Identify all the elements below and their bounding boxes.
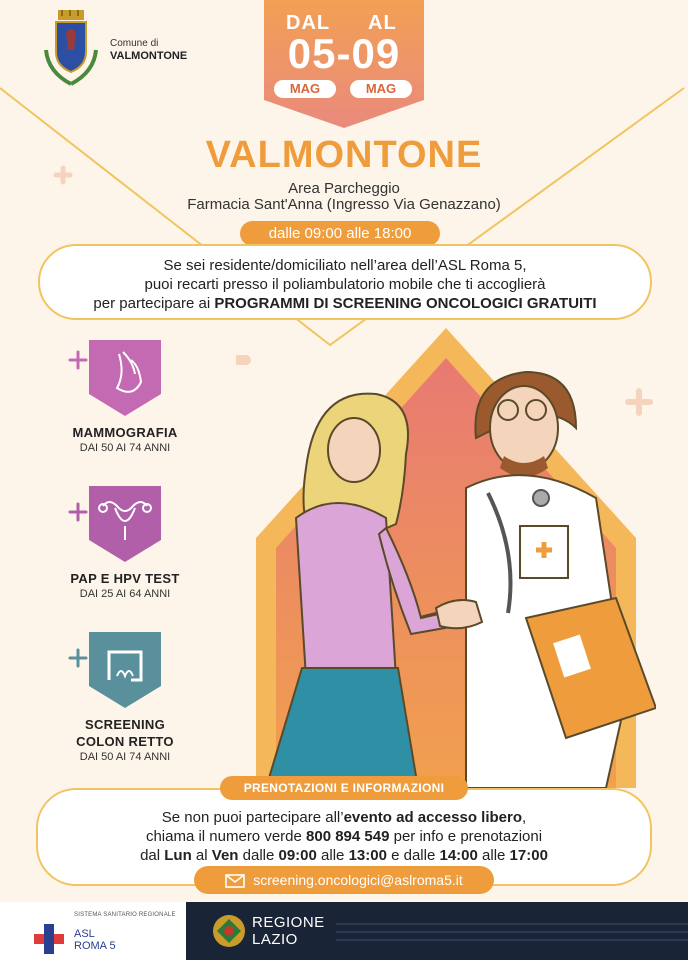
location-line-2: Farmacia Sant'Anna (Ingresso Via Genazzano) [187, 196, 501, 213]
crest-icon [40, 10, 102, 90]
email-link[interactable] [194, 866, 494, 894]
service-name: MAMMOGRAFIA [72, 425, 178, 440]
intro-box [38, 244, 652, 320]
intro-line-1: Se sei residente/domiciliato nell’area dell’ASL Roma 5, [163, 257, 527, 274]
date-range: 05-09 [287, 30, 401, 77]
info-line-1-prefix: Se non puoi partecipare all’ [161, 809, 344, 826]
date-dal-label: DAL [286, 12, 331, 34]
regione-lazio-block [186, 902, 688, 960]
month-end: MAG [350, 80, 412, 98]
comune-label [110, 38, 187, 62]
date-banner [264, 0, 424, 128]
plus-icon [66, 500, 90, 524]
event-title: VALMONTONE [205, 134, 483, 176]
service-badge [89, 632, 161, 708]
service-badge [89, 340, 161, 416]
doctor-patient-illustration [236, 318, 656, 788]
service-name-line-2: COLON RETTO [76, 734, 174, 749]
service-badge [89, 486, 161, 562]
comune-logo [40, 10, 187, 90]
intro-line-2: puoi recarti presso il poliambulatorio mobile che ti accoglierà [144, 276, 546, 293]
service-name-line-1: SCREENING [85, 717, 165, 732]
info-line-1 [38, 808, 650, 827]
asl-name-line-2: ROMA 5 [74, 940, 116, 952]
ssr-label: SISTEMA SANITARIO REGIONALE [74, 912, 176, 918]
info-badge: PRENOTAZIONI E INFORMAZIONI [220, 776, 468, 800]
month-start: MAG [274, 80, 336, 98]
info-text: alle [316, 847, 349, 864]
comune-prefix: Comune di [110, 38, 159, 49]
info-line-3 [38, 846, 650, 865]
info-line-1-suffix: , [522, 809, 527, 826]
envelope-icon [225, 874, 245, 888]
regione-line-1: REGIONE [252, 914, 325, 931]
uterus-icon [89, 486, 161, 562]
day-end: Ven [211, 847, 239, 864]
info-text: e dalle [386, 847, 440, 864]
plus-icon [66, 646, 90, 670]
date-al-label: AL [368, 12, 397, 34]
phone-number[interactable]: 800 894 549 [306, 828, 390, 845]
service-age: DAI 50 AI 74 ANNI [79, 751, 171, 763]
regione-line-2: LAZIO [252, 931, 298, 948]
time: 09:00 [278, 847, 317, 864]
event-hours-badge: dalle 09:00 alle 18:00 [240, 221, 440, 246]
info-line-2-suffix: per info e prenotazioni [389, 828, 543, 845]
email-address: screening.oncologici@aslroma5.it [253, 872, 463, 888]
asl-name-line-1: ASL [74, 928, 95, 940]
intro-line-3-prefix: per partecipare ai [93, 295, 215, 312]
service-age: DAI 50 AI 74 ANNI [79, 442, 171, 454]
service-name [40, 716, 210, 750]
comune-name: VALMONTONE [110, 50, 188, 62]
time: 14:00 [439, 847, 478, 864]
decorative-stripes [336, 920, 688, 944]
info-free-access: evento ad accesso libero [343, 809, 523, 826]
regione-emblem-icon [212, 914, 246, 948]
asl-name [74, 928, 116, 952]
footer [0, 902, 688, 960]
info-text: al [191, 847, 212, 864]
time: 17:00 [509, 847, 548, 864]
colon-icon [89, 632, 161, 708]
service-name: PAP E HPV TEST [70, 571, 180, 586]
time: 13:00 [348, 847, 387, 864]
breast-icon [89, 340, 161, 416]
info-line-2-prefix: chiama il numero verde [145, 828, 307, 845]
location-line-1: Area Parcheggio [288, 180, 400, 197]
info-text: dal [140, 847, 165, 864]
intro-line-3 [40, 294, 650, 313]
plus-icon [66, 348, 90, 372]
asl-cross-icon [34, 924, 64, 954]
regione-name [252, 914, 325, 948]
info-text: dalle [238, 847, 279, 864]
intro-programs: PROGRAMMI DI SCREENING ONCOLOGICI GRATUITI [214, 295, 597, 312]
asl-logo [30, 908, 180, 958]
info-text: alle [477, 847, 510, 864]
day-start: Lun [164, 847, 192, 864]
service-age: DAI 25 AI 64 ANNI [79, 588, 171, 600]
info-line-2 [38, 827, 650, 846]
